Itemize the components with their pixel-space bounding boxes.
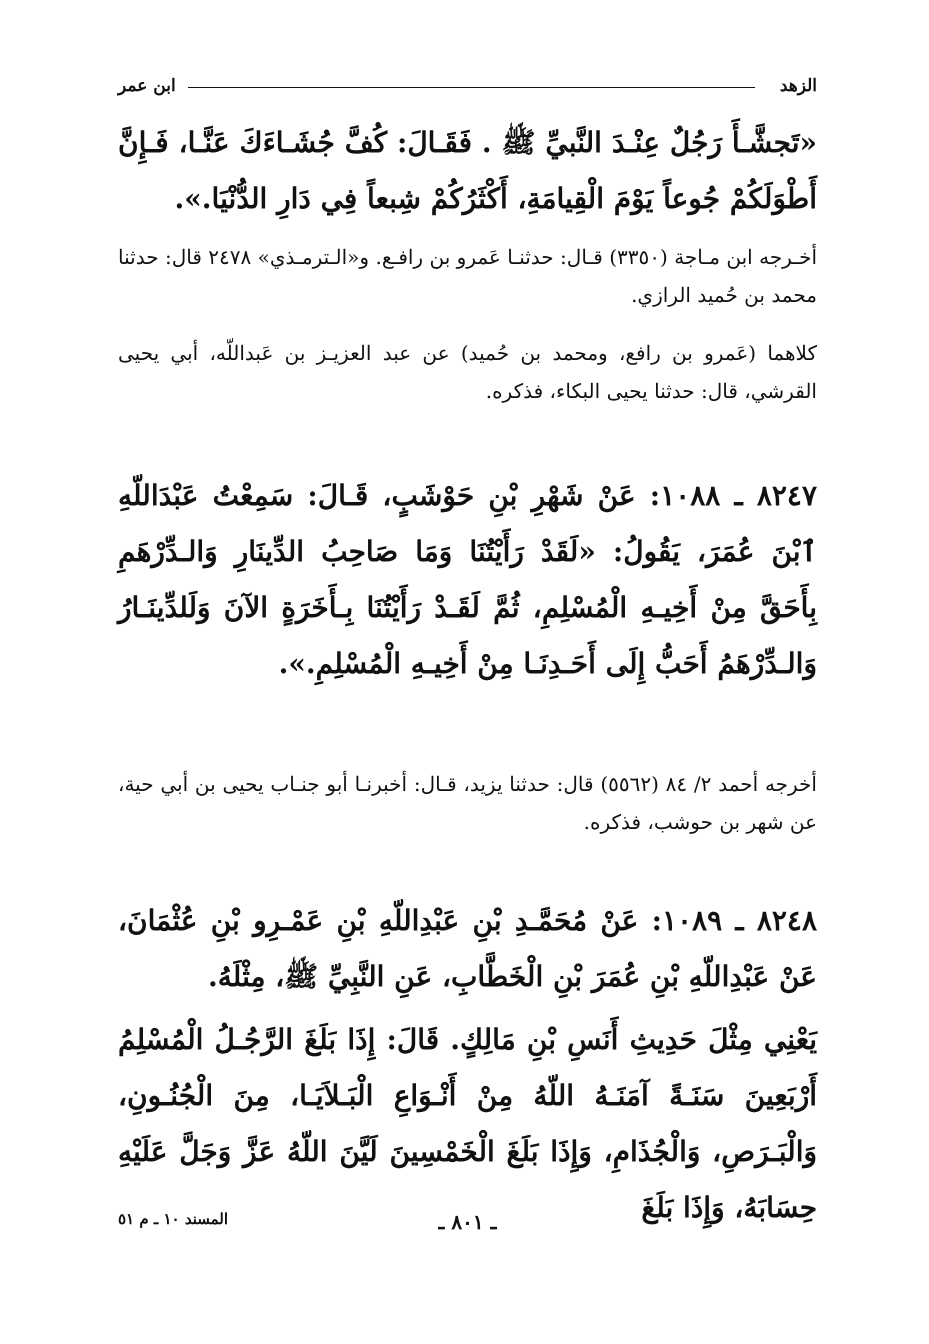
page-number: ـ ٨٠١ ـ: [438, 1210, 497, 1234]
trailing-text: يَعْنِي مِثْلَ حَدِيثِ أَنَسِ بْنِ مَالِكٍ. قَالَ: إِذَا بَلَغَ الرَّجُـلُ الْمُسْلِمُ أَرْبَعِينَ سَنَـةً آمَنَـهُ اللّهُ مِنْ أَنْـوَاعِ الْبَـلاَيَـا، مِنَ الْجُنُـونِ، وَالْبَـرَصِ، وَالْجُذَامِ، وَإِذَا بَلَغَ الْخَمْسِينَ لَيَّنَ اللّهُ عَزَّ وَجَلَّ عَلَيْهِ حِسَابَهُ، وَإِذَا بَلَغَ: [118, 1023, 817, 1224]
trailing-paragraph: [118, 1012, 817, 1236]
volume-signature: المسند ١٠ ـ م ٥١: [118, 1210, 229, 1228]
page-footer: [118, 1210, 817, 1240]
hadith-entry: [118, 468, 817, 692]
source-note: [118, 334, 817, 410]
source-paragraph: أخـرجه ابن مـاجة (٣٣٥٠) قـال: حدثنـا عَمرو بن رافـع. و«الـترمـذي» ٢٤٧٨ قال: حدثنا محمد بن حُميد الرازي.: [118, 245, 817, 307]
running-head: [118, 76, 817, 100]
hadith-text: ٨٢٤٨ ـ ١٠٨٩: عَنْ مُحَمَّـدِ بْنِ عَبْدِاللّهِ بْنِ عَمْـرِو بْنِ عُثْمَانَ، عَنْ عَبْدِاللّهِ بْنِ عُمَرَ بْنِ الْخَطَّابِ، عَنِ النَّبِيِّ ﷺ، مِثْلَهُ.: [118, 904, 817, 993]
hadith-text: «تَجشَّـأَ رَجُلٌ عِنْـدَ النَّبيِّ ﷺ . فَقَـالَ: كُفَّ جُشَـاءَكَ عَنَّـا، فَـإِنَّ أَطْوَلَكُمْ جُوعاً يَوْمَ الْقِيامَةِ، أَكْثَرُكُمْ شِبعاً فِي دَارِ الدُّنْيَا.».: [118, 126, 817, 215]
source-paragraph: كلاهما (عَمرو بن رافع، ومحمد بن حُميد) عن عبد العزيـز بن عَبداللّه، أبي يحيى القرشي، قال: حدثنا يحيى البكاء، فذكره.: [118, 341, 817, 403]
source-note: [118, 238, 817, 314]
hadith-entry: [118, 893, 817, 1005]
chapter-title: ابن عمر: [118, 76, 176, 96]
book-title: الزهد: [779, 76, 817, 96]
hadith-entry: [118, 115, 817, 227]
header-rule: [188, 87, 755, 88]
hadith-text: ٨٢٤٧ ـ ١٠٨٨: عَنْ شَهْرِ بْنِ حَوْشَبٍ، قَـالَ: سَمِعْتُ عَبْدَاللّهِ ٱبْنَ عُمَرَ، يَقُولُ: «لَقَدْ رَأَيْتُنَا وَمَا صَاحِبُ الدِّينَارِ وَالـدِّرْهَمِ بِأَحَقَّ مِنْ أَخِيـهِ الْمُسْلِمِ، ثُمَّ لَقَـدْ رَأَيْتُنَا بِـأَخَرَةٍ الآنَ وَلَلدِّينَـارُ وَالـدِّرْهَمُ أَحَبُّ إِلَى أَحَـدِنَـا مِنْ أَخِيـهِ الْمُسْلِمِ.».: [118, 479, 817, 680]
source-paragraph: أخرجه أحمد ٢/ ٨٤ (٥٥٦٢) قال: حدثنا يزيد، قـال: أخبرنـا أبو جنـاب يحيى بن أبي حية، عن شهر بن حوشب، فذكره.: [118, 772, 817, 834]
source-note: [118, 765, 817, 841]
